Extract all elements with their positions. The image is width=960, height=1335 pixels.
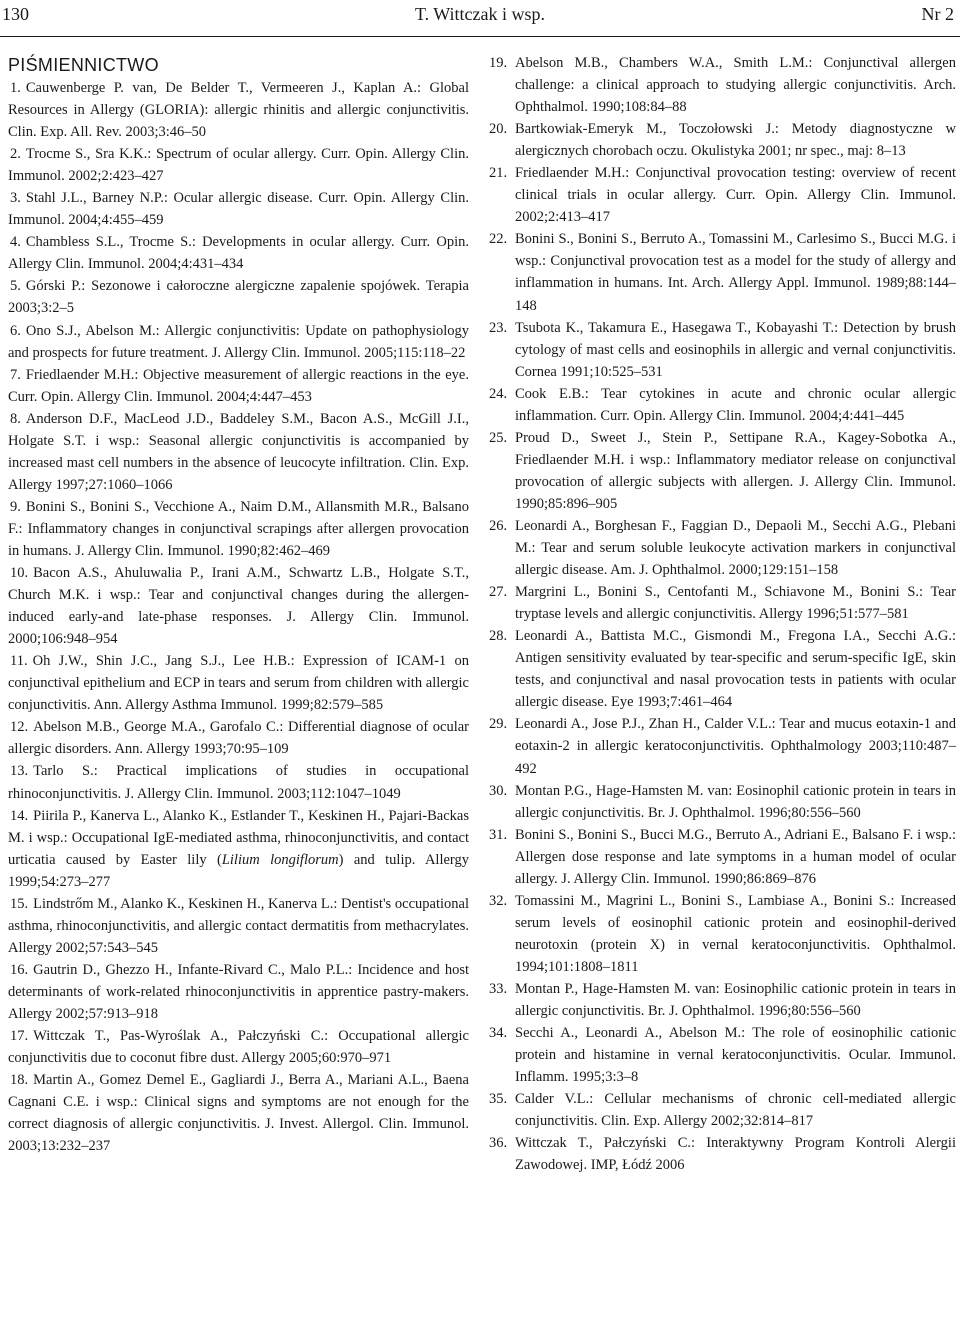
reference-item xyxy=(8,959,469,1025)
reference-number: 1. xyxy=(10,80,21,96)
reference-text: Bonini S., Bonini S., Vecchione A., Naim D.M., Allansmith M.R., Balsano F.: Inflammatory changes in conjunctival scrapings after allergen provocation in humans. J. Allergy Clin. Immunol. 1990;82:462–469 xyxy=(8,498,469,559)
reference-number: 23. xyxy=(489,319,508,336)
reference-number: 25. xyxy=(489,429,508,446)
reference-text: Friedlaender M.H.: Conjunctival provocation testing: overview of recent clinical trials in ocular allergy. Curr. Opin. Allergy Clin. Immunol. 2002;2:413–417 xyxy=(515,165,956,226)
reference-item xyxy=(8,760,469,804)
issue-number: Nr 2 xyxy=(921,4,954,24)
reference-number: 2. xyxy=(10,146,21,163)
reference-list-left xyxy=(8,77,469,1157)
reference-text: Trocme S., Sra K.K.: Spectrum of ocular allergy. Curr. Opin. Allergy Clin. Immunol. 2002;2:423–427 xyxy=(8,146,469,185)
reference-text: Montan P., Hage-Hamsten M. van: Eosinophilic cationic protein in tears in allergic conjunctivitis. Br. J. Ophthalmol. 1996;80:556–560 xyxy=(515,980,956,1020)
reference-text: Gautrin D., Ghezzo H., Infante-Rivard C., Malo P.L.: Incidence and host determinants of work-related rhinoconjunctivitis in apprentice pastry-makers. Allergy 2002;57:913–918 xyxy=(8,961,469,1022)
reference-item xyxy=(489,427,956,515)
reference-item xyxy=(489,52,956,118)
reference-body xyxy=(8,77,469,143)
reference-text: Górski P.: Sezonowe i całoroczne alergiczne zapalenie spojówek. Terapia 2003;3:2–5 xyxy=(8,278,469,317)
reference-number: 12. xyxy=(10,719,29,736)
reference-item xyxy=(489,780,956,824)
reference-number: 9. xyxy=(10,498,21,515)
reference-text: Oh J.W., Shin J.C., Jang S.J., Lee H.B.: Expression of ICAM-1 on conjunctival epithelium and ECP in tears and serum from children with allergic conjunctivitis. Ann. Allergy Asthma Immunol. 1999;82:579–585 xyxy=(8,653,469,714)
reference-item xyxy=(489,978,956,1022)
reference-number: 14. xyxy=(10,807,29,824)
reference-number: 34. xyxy=(489,1025,508,1042)
reference-item xyxy=(8,275,469,319)
reference-text: Wittczak T., Pas-Wyroślak A., Pałczyński C.: Occupational allergic conjunctivitis due to coconut fibre dust. Allergy 2005;60:970–971 xyxy=(8,1028,469,1067)
reference-number: 29. xyxy=(489,716,508,733)
reference-item xyxy=(489,890,956,978)
reference-text: Abelson M.B., Chambers W.A., Smith L.M.: Conjunctival allergen challenge: a clinical approach to studying allergic conjunctivitis. Arch. Ophthalmol. 1990;108:84–88 xyxy=(515,55,956,116)
reference-number: 21. xyxy=(489,165,508,182)
reference-text: Montan P.G., Hage-Hamsten M. van: Eosinophil cationic protein in tears in allergic conjunctivitis. Br. J. Ophthalmol. 1996;80:556–560 xyxy=(515,782,956,821)
reference-body xyxy=(8,231,469,275)
reference-number: 15. xyxy=(10,895,29,912)
reference-item xyxy=(8,408,469,496)
reference-text: Wittczak T., Pałczyński C.: Interaktywny Program Kontroli Alergii Zawodowej. IMP, Łódź 2006 xyxy=(515,1135,956,1174)
reference-item xyxy=(489,824,956,890)
reference-item xyxy=(8,562,469,650)
reference-item xyxy=(8,650,469,716)
reference-number: 33. xyxy=(489,980,508,997)
reference-number: 6. xyxy=(10,322,21,339)
reference-number: 16. xyxy=(10,961,29,978)
reference-text: Chambless S.L., Trocme S.: Developments in ocular allergy. Curr. Opin. Allergy Clin. Immunol. 2004;4:431–434 xyxy=(8,234,469,273)
reference-item xyxy=(8,805,469,893)
reference-body xyxy=(8,893,469,959)
reference-text: Calder V.L.: Cellular mechanisms of chronic cell-mediated allergic conjunctivitis. Clin. Exp. Allergy 2002;32:814–817 xyxy=(515,1091,956,1130)
reference-text-part: Piirila P., Kanerva L., Alanko K., Estlander T., Keskinen H., Pajari-Backas M. i wsp.: Occupational IgE-mediated asthma, rhinoconjunctivitis, and contact urticatia caused by Easter lily ( xyxy=(8,807,469,868)
reference-body xyxy=(8,760,469,804)
reference-number: 28. xyxy=(489,628,508,645)
reference-text: Abelson M.B., George M.A., Garofalo C.: Differential diagnose of ocular allergic disorders. Ann. Allergy 1993;70:95–109 xyxy=(8,719,469,758)
reference-text: Leonardi A., Battista M.C., Gismondi M., Fregona I.A., Secchi A.G.: Antigen sensitivity evaluated by tear-specific and serum-specific IgE, skin tests, and conjunctival and nasal provocation tests in patients with ocular allergic disease. Eye 1993;7:461–464 xyxy=(515,628,956,711)
reference-body xyxy=(8,562,469,650)
reference-text: Cook E.B.: Tear cytokines in acute and chronic ocular allergic inflammation. Curr. Opin. Allergy Clin. Immunol. 2004;4:441–445 xyxy=(515,385,956,424)
reference-text: Bonini S., Bonini S., Bucci M.G., Berruto A., Adriani E., Balsano F. i wsp.: Allergen dose response and late symptoms in a human model of ocular allergy. J. Allergy Clin. Immunol. 1990;86:869–876 xyxy=(515,826,956,887)
reference-number: 4. xyxy=(10,234,21,251)
reference-body xyxy=(8,364,469,408)
reference-item xyxy=(489,317,956,383)
reference-body xyxy=(8,408,469,496)
reference-species-name: Lilium longiflorum xyxy=(221,851,339,868)
reference-item xyxy=(489,228,956,316)
reference-item xyxy=(8,496,469,562)
reference-item xyxy=(8,231,469,275)
reference-item xyxy=(8,320,469,364)
reference-text: Bacon A.S., Ahuluwalia P., Irani A.M., Schwartz L.B., Holgate S.T., Church M.K. i wsp.: Tear and conjunctival changes during the allergen-induced early-and late-phase responses. J. Allergy Clin. Immunol. 2000;106:948–954 xyxy=(8,565,469,648)
reference-number: 19. xyxy=(489,55,508,71)
reference-item xyxy=(489,1132,956,1176)
reference-item xyxy=(8,1025,469,1069)
reference-number: 10. xyxy=(10,565,29,582)
reference-text: Bartkowiak-Emeryk M., Toczołowski J.: Metody diagnostyczne w alergicznych chorobach oczu. Okulistyka 2001; nr spec., maj: 8–13 xyxy=(515,121,956,160)
reference-text: Martin A., Gomez Demel E., Gagliardi J., Berra A., Mariani A.L., Baena Cagnani C.E. i wsp.: Clinical signs and symptoms are not enough for the correct diagnosis of allergic conjunctivitis. J. Invest. Allergol. Clin. Immunol. 2003;13:232–237 xyxy=(8,1072,469,1155)
reference-item xyxy=(8,893,469,959)
reference-list-right xyxy=(489,52,956,1176)
reference-number: 30. xyxy=(489,782,508,799)
reference-number: 32. xyxy=(489,892,508,909)
reference-number: 36. xyxy=(489,1135,508,1152)
reference-body xyxy=(8,959,469,1025)
page-number: 130 xyxy=(2,4,29,24)
reference-item xyxy=(8,77,469,143)
reference-text xyxy=(8,808,469,890)
reference-text: Margrini L., Bonini S., Centofanti M., Schiavone M., Bonini S.: Tear tryptase levels and allergic conjunctivitis. Allergy 1996;51:577–581 xyxy=(515,584,956,623)
reference-item xyxy=(489,162,956,228)
reference-body xyxy=(8,187,469,231)
reference-item xyxy=(489,581,956,625)
reference-item xyxy=(8,364,469,408)
reference-item xyxy=(489,1088,956,1132)
reference-number: 7. xyxy=(10,366,21,383)
reference-item xyxy=(8,187,469,231)
reference-text: Anderson D.F., MacLeod J.D., Baddeley S.M., Bacon A.S., McGill J.I., Holgate S.T. i wsp.: Seasonal allergic conjunctivitis is accompanied by increased mast cell numbers in the absence of leucocyte infiltration. Clin. Exp. Allergy 1997;27:1060–1066 xyxy=(8,410,469,493)
reference-text: Tarlo S.: Practical implications of studies in occupational rhinoconjunctivitis. J. Allergy Clin. Immunol. 2003;112:1047–1049 xyxy=(8,763,469,802)
reference-number: 3. xyxy=(10,190,21,207)
running-title: T. Wittczak i wsp. xyxy=(414,4,546,24)
reference-number: 5. xyxy=(10,278,21,295)
reference-body xyxy=(8,805,469,893)
reference-number: 8. xyxy=(10,410,21,427)
reference-number: 11. xyxy=(10,653,28,670)
reference-text: Tomassini M., Magrini L., Bonini S., Lambiase A., Bonini S.: Increased serum levels of eosinophil cationic protein and eosinophil-derived neurotoxin (protein X) in vernal keratoconjunctivitis. Ophthalmol. 1994;101:1808–1811 xyxy=(515,892,956,975)
reference-text: Friedlaender M.H.: Objective measurement of allergic reactions in the eye. Curr. Opin. Allergy Clin. Immunol. 2004;4:447–453 xyxy=(8,366,469,405)
references-left-column xyxy=(8,52,469,1157)
reference-text: Proud D., Sweet J., Stein P., Settipane R.A., Kagey-Sobotka A., Friedlaender M.H. i wsp.: Inflammatory mediator release on conjunctival provocation of allergic subjects with allergen. J. Allergy Clin. Immunol. 1990;85:896–905 xyxy=(515,429,956,512)
reference-text: Secchi A., Leonardi A., Abelson M.: The role of eosinophilic cationic protein and histamine in vernal keratoconjunctivitis. Ocular. Immunol. Inflamm. 1995;3:3–8 xyxy=(515,1025,956,1086)
reference-body xyxy=(8,496,469,562)
reference-number: 13. xyxy=(10,763,29,780)
header-rule xyxy=(0,36,960,37)
reference-number: 18. xyxy=(10,1072,29,1089)
reference-number: 35. xyxy=(489,1091,508,1108)
reference-body xyxy=(8,1025,469,1069)
reference-number: 17. xyxy=(10,1028,29,1045)
reference-body xyxy=(8,143,469,187)
reference-number: 24. xyxy=(489,385,508,402)
section-heading: PIŚMIENNICTWO xyxy=(8,55,159,75)
reference-text: Bonini S., Bonini S., Berruto A., Tomassini M., Carlesimo S., Bucci M.G. i wsp.: Conjunctival provocation test as a model for the study of allergy and inflammation in humans. Int. Arch. Allergy Appl. Immunol. 1989;88:144–148 xyxy=(515,231,956,314)
reference-text: Stahl J.L., Barney N.P.: Ocular allergic disease. Curr. Opin. Allergy Clin. Immunol. 2004;4:455–459 xyxy=(8,190,469,229)
reference-text: Leonardi A., Borghesan F., Faggian D., Depaoli M., Secchi A.G., Plebani M.: Tear and serum soluble leukocyte activation markers in conjunctival allergic disease. Am. J. Ophthalmol. 2000;129:151–158 xyxy=(515,517,956,579)
reference-body xyxy=(8,716,469,760)
reference-item xyxy=(489,1022,956,1088)
reference-number: 20. xyxy=(489,121,508,138)
reference-item xyxy=(8,143,469,187)
reference-body xyxy=(8,1069,469,1157)
reference-text-part: ) and tulip. Allergy 1999;54:273–277 xyxy=(8,851,469,890)
reference-item xyxy=(489,713,956,779)
page-header xyxy=(0,0,960,38)
reference-item xyxy=(489,625,956,713)
reference-item xyxy=(8,1069,469,1157)
reference-item xyxy=(489,383,956,427)
reference-text: Leonardi A., Jose P.J., Zhan H., Calder V.L.: Tear and mucus eotaxin-1 and eotaxin-2 in allergic keratoconjunctivitis. Ophthalmology 2003;110:487–492 xyxy=(515,716,956,777)
reference-body xyxy=(8,650,469,716)
reference-number: 26. xyxy=(489,517,508,534)
reference-body xyxy=(8,275,469,319)
reference-item xyxy=(489,515,956,581)
reference-number: 22. xyxy=(489,231,508,248)
reference-body xyxy=(8,320,469,364)
reference-item xyxy=(8,716,469,760)
reference-text: Lindstrőm M., Alanko K., Keskinen H., Kanerva L.: Dentist's occupational asthma, rhinoconjunctivitis, and allergic contact dermatitis from methacrylates. Allergy 2002;57:543–545 xyxy=(8,895,469,956)
reference-number: 31. xyxy=(489,826,508,843)
reference-text: Ono S.J., Abelson M.: Allergic conjunctivitis: Update on pathophysiology and prospects for future treatment. J. Allergy Clin. Immunol. 2005;115:118–22 xyxy=(8,322,469,361)
references-right-column xyxy=(489,52,956,1176)
reference-text: Tsubota K., Takamura E., Hasegawa T., Kobayashi T.: Detection by brush cytology of mast cells and eosinophils in allergic and vernal conjunctivitis. Cornea 1991;10:525–531 xyxy=(515,319,956,380)
reference-text: Cauwenberge P. van, De Belder T., Vermeeren J., Kaplan A.: Global Resources in Allergy (GLORIA): allergic rhinitis and allergic conjunctivitis. Clin. Exp. All. Rev. 2003;3:46–50 xyxy=(8,80,469,141)
reference-item xyxy=(489,118,956,162)
reference-number: 27. xyxy=(489,584,508,601)
